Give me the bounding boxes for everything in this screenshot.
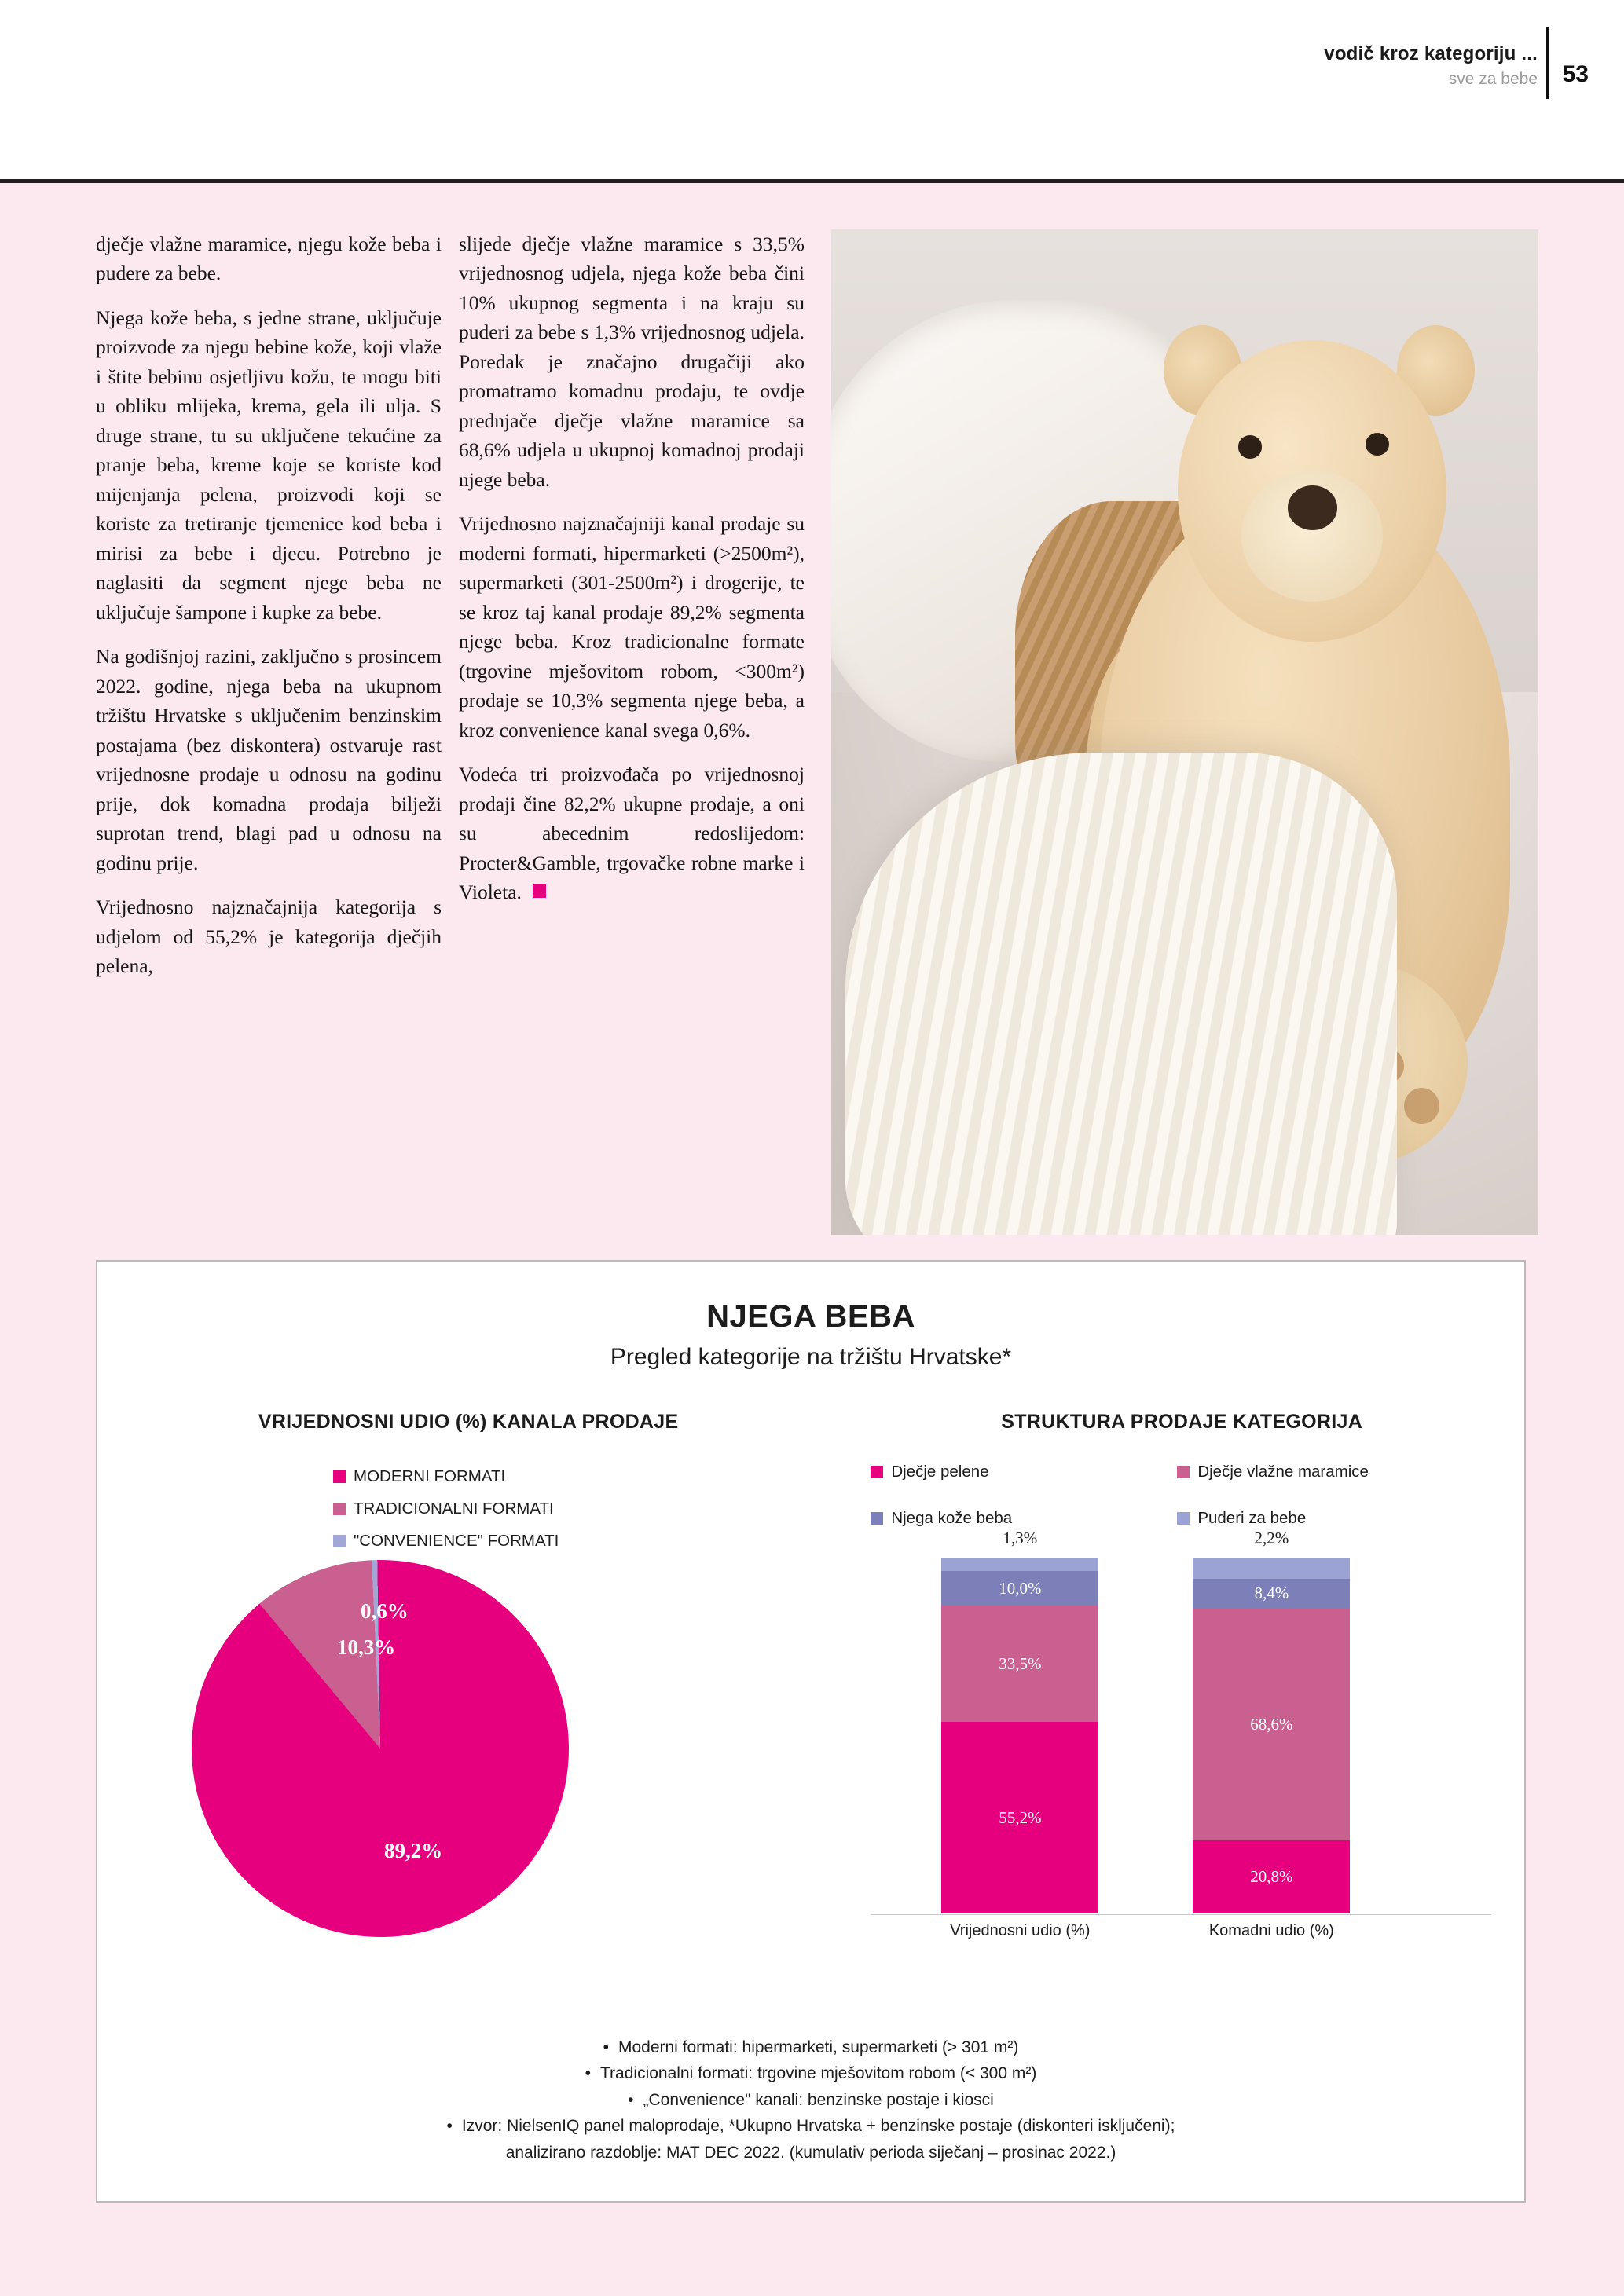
footnote-row	[97, 2035, 1524, 2060]
bullet-icon: •	[446, 2117, 453, 2135]
pie-chart-title: VRIJEDNOSNI UDIO (%) KANALA PRODAJE	[258, 1411, 679, 1433]
bar-segment-njega: 8,4%	[1193, 1579, 1350, 1608]
bar-outside-label: 1,3%	[1003, 1529, 1038, 1547]
teddy-bear-photo	[831, 229, 1538, 1235]
panel-footnotes	[97, 2034, 1524, 2167]
bullet-icon: •	[603, 2038, 609, 2056]
footnote-text: Moderni formati: hipermarketi, supermarketi (> 301 m²)	[618, 2038, 1019, 2056]
legend-swatch-icon	[333, 1470, 346, 1483]
legend-label: TRADICIONALNI FORMATI	[354, 1500, 554, 1518]
legend-item	[1177, 1463, 1556, 1481]
paragraph: dječje vlažne maramice, njegu kože beba i pudere za bebe.	[96, 233, 442, 285]
footnote-text: Izvor: NielsenIQ panel maloprodaje, *Ukupno Hrvatska + benzinske postaje (diskonteri isključeni);	[461, 2117, 1175, 2135]
paragraph: Vrijednosno najznačajniji kanal prodaje su moderni formati, hipermarketi (>2500m²), supermarketi (301-2500m²) i drogerije, te se kroz taj kanal prodaje 89,2% segmenta njege beba. Kroz tradicionalne formate (trgovine mješovitom robom, <300m²) prodaje se 10,3% segmenta njege beba, a kroz convenience kanal svega 0,6%.	[459, 512, 805, 742]
paragraph	[459, 760, 805, 906]
bar-segment-puderi	[1193, 1558, 1350, 1579]
bar-segment-pelene: 55,2%	[941, 1722, 1098, 1913]
legend-item	[871, 1509, 1177, 1528]
panel-subtitle: Pregled kategorije na tržištu Hrvatske*	[610, 1344, 1012, 1370]
bar-column-komadni	[1193, 1529, 1350, 1913]
legend-item	[333, 1467, 559, 1486]
pie-label-convenience: 0,6%	[361, 1599, 409, 1623]
paragraph: slijede dječje vlažne maramice s 33,5% vrijednosnog udjela, njega kože beba čini 10% ukupnog segmenta i na kraju su puderi za bebe s 1,3% vrijednosnog udjela. Poredak je značajno drugačiji ako promatramo komadnu prodaju, te ovdje prednjače dječje vlažne maramice sa 68,6% udjela u ukupnoj komadnoj prodaji njege beba.	[459, 233, 805, 491]
pie-legend	[333, 1467, 559, 1564]
legend-item	[333, 1500, 559, 1518]
bear-paw-pad	[1404, 1088, 1439, 1124]
legend-swatch-icon	[333, 1503, 346, 1515]
legend-label: "CONVENIENCE" FORMATI	[354, 1532, 559, 1550]
bullet-icon: •	[585, 2064, 591, 2082]
footnote-row	[97, 2088, 1524, 2113]
article-column-2	[459, 229, 805, 922]
bar-outside-label: 2,2%	[1254, 1529, 1289, 1547]
paragraph-text: Vodeća tri proizvođača po vrijednosnoj prodaji čine 82,2% ukupne prodaje, a oni su abecednim redoslijedom: Procter&Gamble, trgovačke robne marke i Violeta.	[459, 763, 805, 904]
bar-chart	[847, 1529, 1507, 1939]
footnote-row	[97, 2114, 1524, 2139]
header-divider	[1546, 27, 1549, 99]
page-number: 53	[1562, 61, 1589, 87]
bar-segment-maramice: 33,5%	[941, 1606, 1098, 1722]
legend-swatch-icon	[1177, 1512, 1190, 1525]
bear-eye-right	[1366, 433, 1390, 456]
legend-swatch-icon	[1177, 1466, 1190, 1478]
bar-axis-line	[871, 1914, 1491, 1915]
header-rule-bar	[0, 179, 1624, 183]
footnote-row	[97, 2061, 1524, 2086]
article-column-1	[96, 229, 442, 996]
legend-label: Puderi za bebe	[1197, 1509, 1307, 1527]
bar-segment-maramice: 68,6%	[1193, 1608, 1350, 1840]
chart-panel	[96, 1260, 1526, 2203]
legend-swatch-icon	[333, 1535, 346, 1547]
bar-chart-title: STRUKTURA PRODAJE KATEGORIJA	[1001, 1411, 1363, 1433]
legend-label: MODERNI FORMATI	[354, 1467, 506, 1485]
footnote-text: Tradicionalni formati: trgovine mješovitom robom (< 300 m²)	[600, 2064, 1037, 2082]
legend-item	[1177, 1509, 1556, 1528]
bar-segment-njega: 10,0%	[941, 1571, 1098, 1606]
paragraph: Na godišnjoj razini, zaključno s prosincem 2022. godine, njega beba na ukupnom tržištu Hrvatske s uključenim benzinskim postajama (bez diskontera) ostvaruje rast vrijednosne prodaje u odnosu na godinu prije, dok komadna prodaja bilježi suprotan trend, blagi pad u odnosu na godinu prije.	[96, 645, 442, 874]
bullet-icon: •	[628, 2090, 634, 2109]
legend-label: Dječje vlažne maramice	[1197, 1463, 1369, 1481]
paragraph: Njega kože beba, s jedne strane, uključuje proizvode za njegu bebine kože, koji vlaže i štite bebinu osjetljivu kožu, te mogu biti u obliku mlijeka, krema, gela ili ulja. S druge strane, tu su uključene tekućine za pranje beba, kreme koje se koriste kod mijenjanja pelena, proizvodi koji se koriste za tretiranje tjemenice kod beba i mirisi za bebe i djecu. Potrebno je naglasiti da segment njege beba ne uključuje šampone i kupke za bebe.	[96, 306, 442, 624]
pie-label-tradicionalni: 10,3%	[337, 1635, 396, 1659]
legend-item	[871, 1463, 1177, 1481]
header-subtitle: sve za bebe	[1448, 70, 1538, 88]
legend-label: Dječje pelene	[891, 1463, 989, 1481]
bar-x-label: Komadni udio (%)	[1208, 1922, 1334, 1939]
legend-label: Njega kože beba	[891, 1509, 1013, 1527]
bar-segment-pelene: 20,8%	[1193, 1840, 1350, 1913]
bear-nose	[1288, 485, 1337, 529]
header-text-block	[1324, 43, 1538, 89]
footnote-text: „Convenience" kanali: benzinske postaje i kiosci	[643, 2090, 994, 2109]
panel-title: NJEGA BEBA	[706, 1299, 915, 1334]
bar-segment-puderi	[941, 1558, 1098, 1571]
bear-eye-left	[1238, 435, 1263, 458]
legend-item	[333, 1532, 559, 1551]
legend-swatch-icon	[871, 1512, 883, 1525]
pie-chart	[192, 1560, 569, 1937]
bar-column-vrijednosni	[941, 1529, 1098, 1913]
footnote-text: analizirano razdoblje: MAT DEC 2022. (kumulativ perioda siječanj – prosinac 2022.)	[505, 2143, 1116, 2162]
pie-label-moderni: 89,2%	[384, 1839, 443, 1862]
header-title: vodič kroz kategoriju ...	[1324, 43, 1538, 64]
page-header	[0, 0, 1624, 177]
end-of-article-marker	[533, 884, 546, 898]
bar-x-label: Vrijednosni udio (%)	[950, 1922, 1091, 1939]
legend-swatch-icon	[871, 1466, 883, 1478]
paragraph: Vrijednosno najznačajnija kategorija s udjelom od 55,2% je kategorija dječjih pelena,	[96, 895, 442, 978]
photo-blanket	[845, 753, 1397, 1235]
footnote-row	[97, 2140, 1524, 2166]
